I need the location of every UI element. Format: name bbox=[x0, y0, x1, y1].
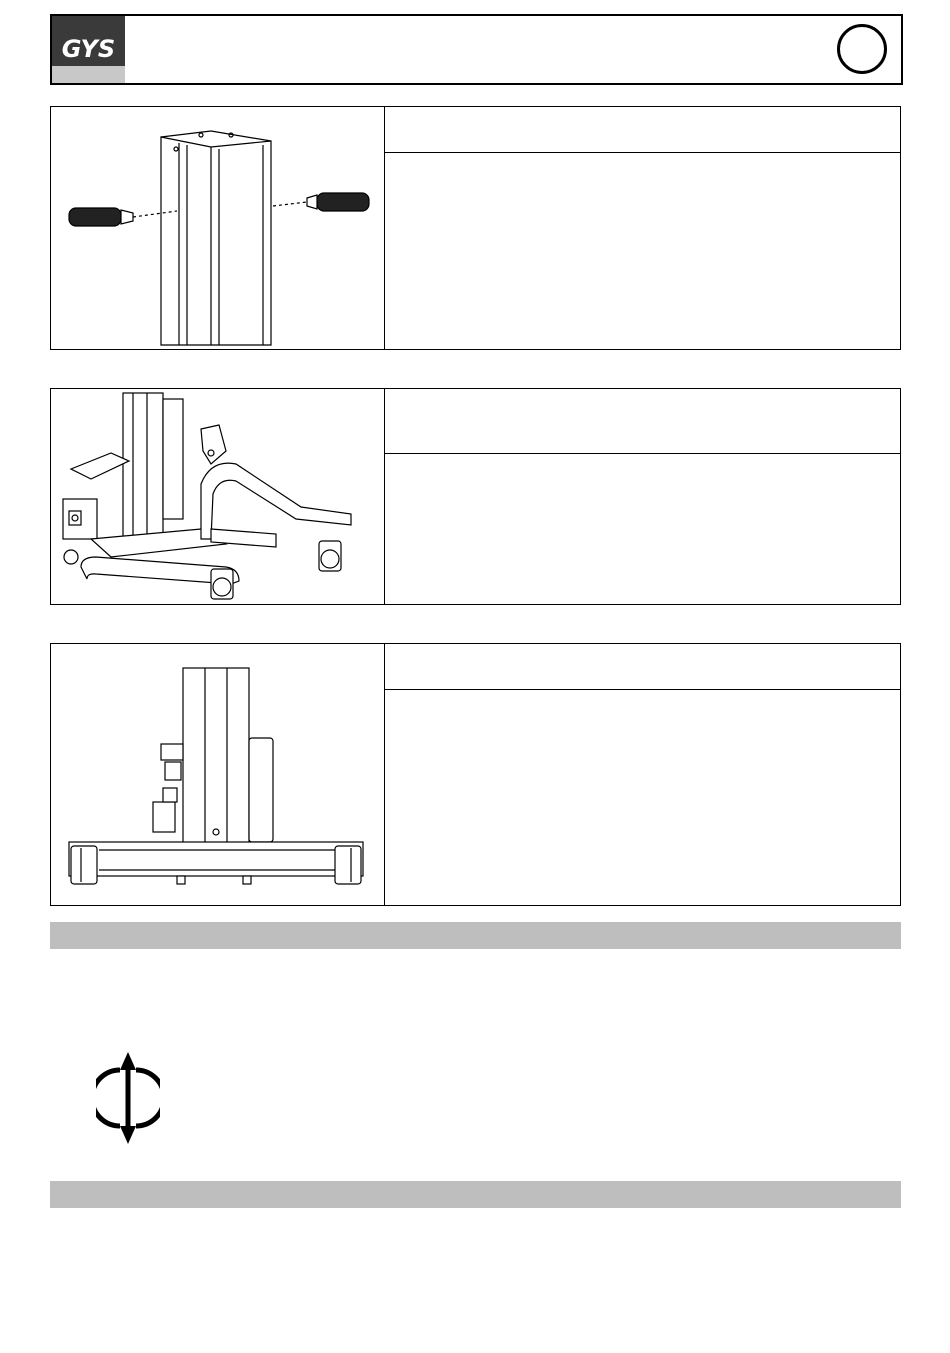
page-header bbox=[50, 14, 903, 85]
instruction-panel-1 bbox=[50, 106, 901, 350]
base-arms-wheels-illustration bbox=[51, 389, 384, 604]
rotation-arrows-icon bbox=[96, 1052, 160, 1149]
instruction-panel-2 bbox=[50, 388, 901, 605]
logo-text: GYS bbox=[61, 35, 116, 63]
front-base-view-illustration bbox=[51, 644, 384, 905]
mast-handles-illustration bbox=[51, 107, 384, 349]
panel-2-title-cell bbox=[385, 389, 900, 454]
logo-accent-band bbox=[52, 66, 125, 83]
figure-front-base bbox=[51, 644, 385, 905]
panel-3-title-cell bbox=[385, 644, 900, 690]
figure-mast-handles bbox=[51, 107, 385, 349]
gys-logo bbox=[52, 16, 125, 83]
section-header-bar-2 bbox=[50, 1181, 901, 1208]
section-header-bar-1 bbox=[50, 922, 901, 949]
panel-1-title-cell bbox=[385, 107, 900, 153]
instruction-panel-3 bbox=[50, 643, 901, 906]
language-circle bbox=[837, 24, 887, 74]
figure-base-arms bbox=[51, 389, 385, 604]
